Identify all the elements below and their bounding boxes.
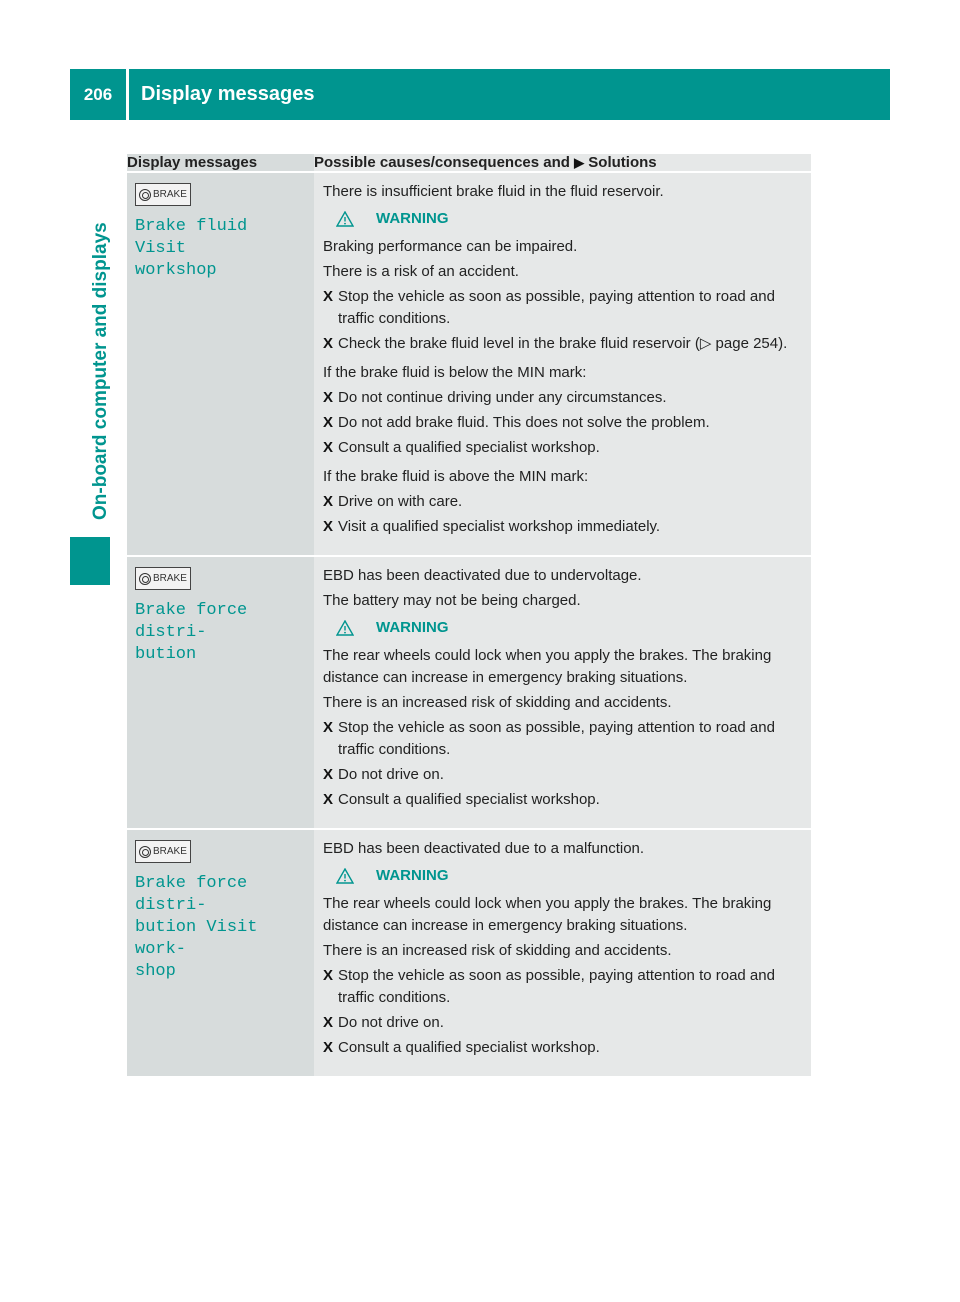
step-item (323, 1012, 803, 1034)
brake-icon-label: BRAKE (153, 189, 187, 200)
brake-warning-icon (135, 183, 191, 206)
side-tab-label: On-board computer and displays (90, 222, 111, 520)
display-message-text: Brake force distri‑ bution Visit work‑ shop (135, 874, 258, 981)
step-text: Stop the vehicle as soon as possible, paying attention to road and traffic conditions. (338, 288, 775, 327)
warning-label: WARNING (376, 619, 449, 636)
warning-text: There is a risk of an accident. (323, 263, 519, 280)
step-item (323, 965, 803, 1009)
brake-ring-icon (139, 189, 151, 201)
intro-text: The battery may not be being charged. (323, 592, 581, 609)
warning-text: There is an increased risk of skidding and accidents. (323, 942, 672, 959)
step-text: Visit a qualified specialist workshop immediately. (338, 518, 661, 535)
step-arrow-icon: X (323, 967, 334, 984)
step-text: Stop the vehicle as soon as possible, paying attention to road and traffic conditions. (338, 967, 775, 1006)
step-item (323, 437, 803, 459)
brake-ring-icon (139, 573, 151, 585)
warning-text: Braking performance can be impaired. (323, 238, 578, 255)
condition-text: If the brake fluid is below the MIN mark: (323, 364, 587, 381)
step-text: Consult a qualified specialist workshop. (338, 791, 600, 808)
step-text: Check the brake fluid level in the brake fluid reservoir (▷ page 254). (338, 335, 788, 352)
table-row (127, 172, 811, 556)
step-item (323, 333, 803, 355)
side-tab-block (70, 537, 110, 585)
warning-text: The rear wheels could lock when you apply the brakes. The braking distance can increase in emergency braking situations. (323, 895, 772, 934)
intro-text: EBD has been deactivated due to a malfunction. (323, 840, 645, 857)
step-text: Stop the vehicle as soon as possible, paying attention to road and traffic conditions. (338, 719, 775, 758)
step-text: Drive on with care. (338, 493, 463, 510)
step-arrow-icon: X (323, 1014, 334, 1031)
step-text: Do not drive on. (338, 766, 444, 783)
display-cell (127, 829, 314, 1076)
step-arrow-icon: X (323, 1039, 334, 1056)
display-cell (127, 556, 314, 829)
step-arrow-icon: X (323, 389, 334, 406)
table-header-row (127, 154, 811, 172)
col-header-solutions-text: Solutions (588, 154, 657, 171)
col-header-causes-text: Possible causes/consequences and (314, 154, 570, 171)
step-arrow-icon: X (323, 493, 334, 510)
warning-label: WARNING (376, 210, 449, 227)
table-row (127, 829, 811, 1076)
step-item (323, 717, 803, 761)
step-item (323, 286, 803, 330)
step-item (323, 789, 803, 811)
warning-text: The rear wheels could lock when you apply the brakes. The braking distance can increase in emergency braking situations. (323, 647, 772, 686)
display-cell (127, 172, 314, 556)
header-divider (126, 69, 129, 120)
display-messages-table (127, 154, 811, 1076)
step-text: Do not add brake fluid. This does not solve the problem. (338, 414, 710, 431)
col-header-causes (314, 154, 811, 172)
intro-text: EBD has been deactivated due to undervoltage. (323, 567, 642, 584)
causes-cell (314, 172, 811, 556)
step-item (323, 1037, 803, 1059)
page-title: Display messages (141, 83, 315, 105)
step-arrow-icon: X (323, 414, 334, 431)
step-text: Do not continue driving under any circumstances. (338, 389, 667, 406)
warning-triangle-icon (336, 211, 354, 227)
step-arrow-icon: X (323, 766, 334, 783)
warning-heading (336, 617, 803, 639)
step-text: Consult a qualified specialist workshop. (338, 439, 600, 456)
display-message-text: Brake fluid Visit workshop (135, 217, 248, 280)
page-number: 206 (83, 84, 113, 104)
step-arrow-icon: X (323, 439, 334, 456)
brake-icon-label: BRAKE (153, 573, 187, 584)
step-item (323, 764, 803, 786)
step-item (323, 516, 803, 538)
brake-warning-icon (135, 567, 191, 590)
warning-label: WARNING (376, 867, 449, 884)
arrow-right-icon: ▶ (574, 155, 585, 170)
step-arrow-icon: X (323, 288, 334, 305)
display-message-text: Brake force distri‑ bution (135, 601, 248, 664)
causes-cell (314, 829, 811, 1076)
step-arrow-icon: X (323, 518, 334, 535)
col-header-display-messages: Display messages (127, 154, 314, 172)
step-item (323, 412, 803, 434)
step-arrow-icon: X (323, 791, 334, 808)
intro-text: There is insufficient brake fluid in the fluid reservoir. (323, 183, 664, 200)
warning-triangle-icon (336, 620, 354, 636)
brake-icon-label: BRAKE (153, 846, 187, 857)
brake-warning-icon (135, 840, 191, 863)
warning-triangle-icon (336, 868, 354, 884)
condition-text: If the brake fluid is above the MIN mark: (323, 468, 589, 485)
table-row (127, 556, 811, 829)
step-text: Consult a qualified specialist workshop. (338, 1039, 600, 1056)
causes-cell (314, 556, 811, 829)
step-text: Do not drive on. (338, 1014, 444, 1031)
step-item (323, 491, 803, 513)
warning-heading (336, 865, 803, 887)
step-item (323, 387, 803, 409)
warning-text: There is an increased risk of skidding and accidents. (323, 694, 672, 711)
warning-heading (336, 208, 803, 230)
brake-ring-icon (139, 846, 151, 858)
step-arrow-icon: X (323, 335, 334, 352)
step-arrow-icon: X (323, 719, 334, 736)
